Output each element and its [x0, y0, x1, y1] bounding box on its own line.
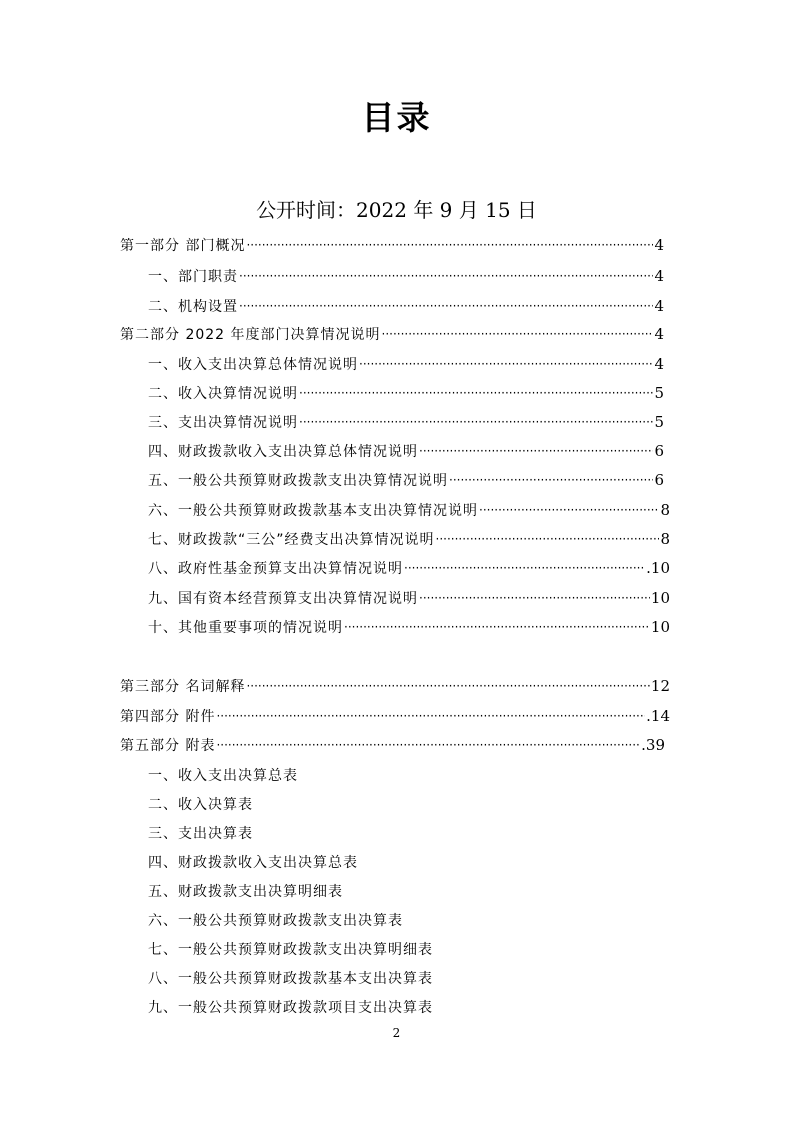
leader-dots: [359, 357, 653, 371]
leader-dots: [216, 738, 640, 752]
leader-dots: [382, 327, 654, 341]
toc-entry[interactable]: [148, 294, 664, 318]
attachment-item[interactable]: 六、一般公共预算财政拨款支出决算表: [148, 913, 403, 929]
toc-entry-page: .39: [641, 736, 665, 754]
toc-entry[interactable]: [148, 352, 664, 376]
leader-dots: [479, 503, 659, 517]
toc-entry-label: 二、机构设置: [148, 299, 238, 315]
toc-entry[interactable]: [148, 381, 664, 405]
leader-dots: [449, 473, 653, 487]
toc-entry-label: 五、一般公共预算财政拨款支出决算情况说明: [148, 473, 448, 489]
toc-entry[interactable]: [120, 704, 670, 728]
attachment-item[interactable]: 八、一般公共预算财政拨款基本支出决算表: [148, 971, 433, 987]
toc-entry[interactable]: [148, 468, 664, 492]
toc-entry[interactable]: [148, 439, 664, 463]
toc-entry-page: 6: [654, 471, 664, 489]
toc-entry-label: 九、国有资本经营预算支出决算情况说明: [148, 591, 418, 607]
attachment-item[interactable]: 三、支出决算表: [148, 826, 253, 842]
toc-entry-label: 第二部分 2022 年度部门决算情况说明: [120, 327, 381, 343]
toc-entry[interactable]: [148, 615, 670, 639]
toc-entry[interactable]: [148, 556, 670, 580]
toc-entry-page: 5: [654, 384, 664, 402]
attachment-item[interactable]: 七、一般公共预算财政拨款支出决算明细表: [148, 942, 433, 958]
toc-entry-label: 第一部分 部门概况: [120, 238, 246, 254]
leader-dots: [239, 299, 653, 313]
leader-dots: [216, 709, 645, 723]
toc-entry-page: 4: [654, 355, 664, 373]
toc-entry-label: 七、财政拨款“三公”经费支出决算情况说明: [148, 532, 435, 548]
toc-entry-page: 5: [654, 413, 664, 431]
toc-entry[interactable]: [148, 410, 664, 434]
toc-entry-page: .14: [646, 707, 670, 725]
toc-entry-label: 一、收入支出决算总体情况说明: [148, 357, 358, 373]
leader-dots: [436, 532, 660, 546]
toc-entry[interactable]: [120, 733, 665, 757]
toc-entry-label: 八、政府性基金预算支出决算情况说明: [148, 561, 403, 577]
toc-entry[interactable]: [120, 322, 664, 346]
page-title: 目录: [361, 98, 432, 137]
toc-entry-label: 六、一般公共预算财政拨款基本支出决算情况说明: [148, 503, 478, 519]
toc-entry[interactable]: [148, 264, 664, 288]
toc-entry[interactable]: [120, 674, 670, 698]
leader-dots: [239, 269, 653, 283]
toc-entry-label: 第四部分 附件: [120, 709, 216, 725]
toc-entry-page: 10: [650, 589, 670, 607]
page-number: 2: [392, 1026, 401, 1040]
attachment-item[interactable]: 四、财政拨款收入支出决算总表: [148, 855, 358, 871]
toc-entry-page: 12: [650, 677, 670, 695]
toc-entry-page: 4: [654, 267, 664, 285]
toc-entry-label: 四、财政拨款收入支出决算总体情况说明: [148, 444, 418, 460]
leader-dots: [299, 415, 653, 429]
toc-entry-label: 第三部分 名词解释: [120, 679, 246, 695]
toc-entry-label: 第五部分 附表: [120, 738, 216, 754]
toc-entry-label: 二、收入决算情况说明: [148, 386, 298, 402]
leader-dots: [419, 444, 653, 458]
leader-dots: [246, 679, 649, 693]
toc-entry-label: 一、部门职责: [148, 269, 238, 285]
toc-entry-page: 4: [654, 236, 664, 254]
toc-entry[interactable]: [120, 233, 664, 257]
attachment-item[interactable]: 五、财政拨款支出决算明细表: [148, 884, 343, 900]
toc-entry[interactable]: [148, 527, 670, 551]
toc-entry-page: 6: [654, 442, 664, 460]
publish-date: 公开时间：2022 年 9 月 15 日: [256, 198, 537, 222]
toc-entry-page: 4: [654, 325, 664, 343]
toc-entry-page: 8: [660, 501, 670, 519]
leader-dots: [344, 620, 650, 634]
toc-entry[interactable]: [148, 498, 670, 522]
leader-dots: [299, 386, 653, 400]
attachment-item[interactable]: 九、一般公共预算财政拨款项目支出决算表: [148, 1000, 433, 1016]
toc-entry-page: 4: [654, 297, 664, 315]
attachment-item[interactable]: 一、收入支出决算总表: [148, 768, 298, 784]
toc-entry-label: 三、支出决算情况说明: [148, 415, 298, 431]
leader-dots: [419, 591, 650, 605]
leader-dots: [404, 561, 645, 575]
attachment-item[interactable]: 二、收入决算表: [148, 797, 253, 813]
toc-entry-page: .10: [646, 559, 670, 577]
toc-entry[interactable]: [148, 586, 670, 610]
toc-entry-label: 十、其他重要事项的情况说明: [148, 620, 343, 636]
leader-dots: [246, 238, 653, 252]
toc-entry-page: 10: [650, 618, 670, 636]
toc-entry-page: 8: [660, 530, 670, 548]
